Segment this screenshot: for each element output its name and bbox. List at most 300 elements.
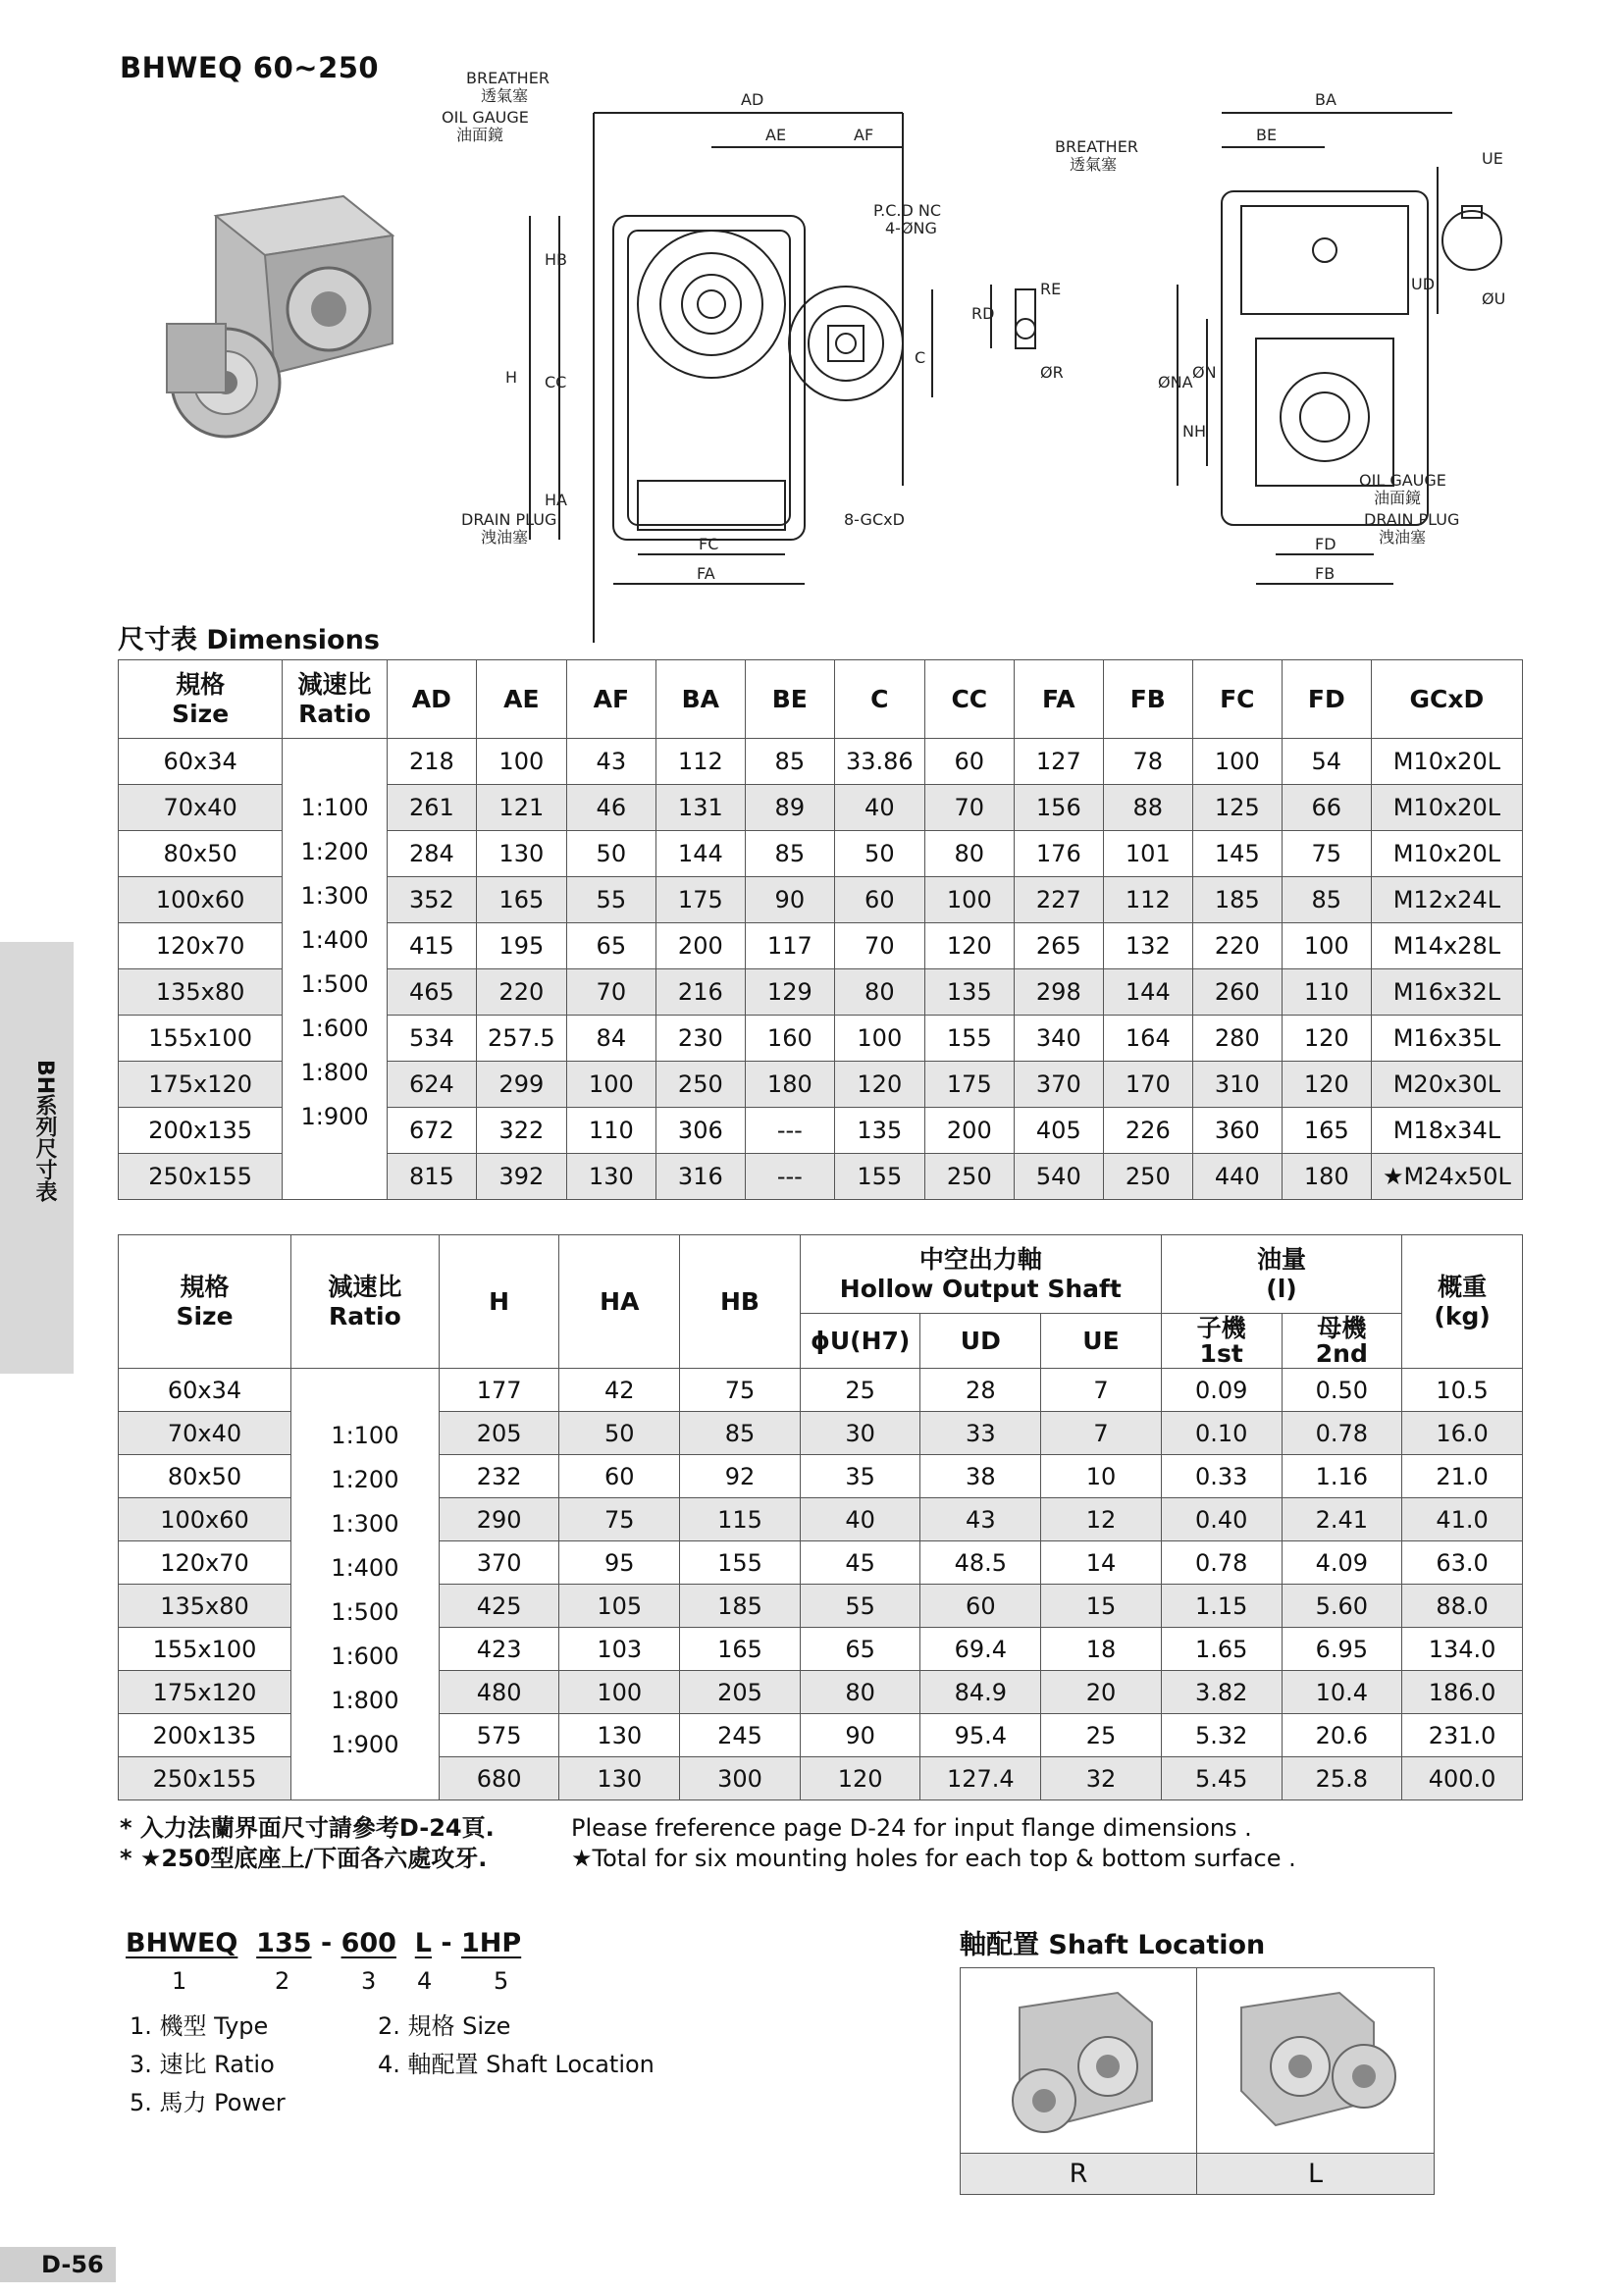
table-cell: 45 [800, 1541, 920, 1585]
table-cell: 5.60 [1282, 1585, 1402, 1628]
table-cell: 120x70 [119, 1541, 291, 1585]
t1-header-size: 規格 Size [119, 660, 283, 739]
breather-label-zh: 透氣塞 [481, 86, 529, 105]
table-row [119, 739, 1523, 785]
table-cell: 50 [834, 831, 924, 877]
table-cell: 120 [1282, 1016, 1371, 1062]
dim-ba: BA [1315, 90, 1336, 109]
table-cell: 20 [1041, 1671, 1162, 1714]
table-cell: 60 [924, 739, 1014, 785]
table-cell: 815 [387, 1154, 476, 1200]
table-cell: 226 [1103, 1108, 1192, 1154]
t2-u-header: ϕU(H7) [800, 1314, 920, 1369]
table-cell: 70x40 [119, 1412, 291, 1455]
table-cell: 40 [800, 1498, 920, 1541]
table-cell: 370 [1014, 1062, 1103, 1108]
table-cell: 195 [476, 923, 566, 969]
table-cell: 260 [1192, 969, 1282, 1016]
oil-gauge-label-side: OIL GAUGE [1359, 471, 1446, 490]
table-cell: 95 [559, 1541, 680, 1585]
shaft-r-image [961, 1968, 1196, 2153]
ng-label: 4-ØNG [885, 219, 937, 237]
dim-ue: UE [1482, 149, 1503, 168]
table-cell: 18 [1041, 1628, 1162, 1671]
table-cell: 257.5 [476, 1016, 566, 1062]
shaft-location-l [1197, 1968, 1434, 2194]
t2-ratio-header: 減速比 Ratio [290, 1235, 439, 1369]
table-cell: 127.4 [920, 1757, 1041, 1800]
table-cell: 38 [920, 1455, 1041, 1498]
dim-nh: NH [1182, 422, 1206, 441]
dimensions-table-2 [118, 1234, 1523, 1800]
table-cell: 165 [476, 877, 566, 923]
t1-header-cc: CC [924, 660, 1014, 739]
table-cell: 392 [476, 1154, 566, 1200]
table-cell: 155 [834, 1154, 924, 1200]
shaft-label-r: R [961, 2153, 1196, 2194]
table-cell: 121 [476, 785, 566, 831]
table-cell: 5.45 [1161, 1757, 1282, 1800]
table-cell: 205 [439, 1412, 559, 1455]
table-cell: 33.86 [834, 739, 924, 785]
table-cell: 25.8 [1282, 1757, 1402, 1800]
t2-2nd-header: 母機 2nd [1282, 1314, 1402, 1369]
table-cell: 100 [1282, 923, 1371, 969]
table-cell: 0.78 [1282, 1412, 1402, 1455]
table-cell: 299 [476, 1062, 566, 1108]
table-cell: 120 [924, 923, 1014, 969]
table-cell: 4.09 [1282, 1541, 1402, 1585]
table-cell: --- [745, 1108, 834, 1154]
t2-ue-header: UE [1041, 1314, 1162, 1369]
table-cell: 135 [924, 969, 1014, 1016]
page-number: D-56 [0, 2247, 116, 2282]
table-cell: 216 [655, 969, 745, 1016]
table-cell: 60x34 [119, 1369, 291, 1412]
table-cell: 134.0 [1402, 1628, 1523, 1671]
table-cell: 120 [800, 1757, 920, 1800]
table-cell: 575 [439, 1714, 559, 1757]
table-cell: 132 [1103, 923, 1192, 969]
dim-rd: RD [971, 304, 995, 323]
table-cell: 92 [680, 1455, 801, 1498]
table-cell: 306 [655, 1108, 745, 1154]
t1-header-c: C [834, 660, 924, 739]
table-cell: 250 [655, 1062, 745, 1108]
dim-be: BE [1256, 126, 1278, 144]
table-cell: 130 [559, 1714, 680, 1757]
table-cell: 130 [559, 1757, 680, 1800]
table-cell: 63.0 [1402, 1541, 1523, 1585]
table-cell: 69.4 [920, 1628, 1041, 1671]
table-cell: 112 [655, 739, 745, 785]
table-cell: 90 [800, 1714, 920, 1757]
table-cell: 10 [1041, 1455, 1162, 1498]
pcd-label: P.C.D NC [873, 201, 942, 220]
table-cell: 135x80 [119, 1585, 291, 1628]
table-cell: 129 [745, 969, 834, 1016]
table-cell: 0.40 [1161, 1498, 1282, 1541]
table-cell: 78 [1103, 739, 1192, 785]
dim-af: AF [854, 126, 874, 144]
table-cell: 250 [1103, 1154, 1192, 1200]
table-cell: 0.50 [1282, 1369, 1402, 1412]
table-cell: 290 [439, 1498, 559, 1541]
dim-h: H [505, 368, 518, 387]
table-cell: 80 [924, 831, 1014, 877]
shaft-location-box [960, 1967, 1435, 2195]
table-cell: 130 [566, 1154, 655, 1200]
table-cell: 25 [1041, 1714, 1162, 1757]
table-cell: 120 [1282, 1062, 1371, 1108]
t2-ha-header: HA [559, 1235, 680, 1369]
table-cell: 15 [1041, 1585, 1162, 1628]
table-cell: 42 [559, 1369, 680, 1412]
table-cell: 298 [1014, 969, 1103, 1016]
table-cell: 65 [566, 923, 655, 969]
table-cell: 131 [655, 785, 745, 831]
table-cell: 88.0 [1402, 1585, 1523, 1628]
table-cell: 370 [439, 1541, 559, 1585]
table-cell: M20x30L [1371, 1062, 1522, 1108]
table-cell: 32 [1041, 1757, 1162, 1800]
table-cell: 176 [1014, 831, 1103, 877]
table-cell: 186.0 [1402, 1671, 1523, 1714]
table-cell: 220 [1192, 923, 1282, 969]
dim-fa: FA [697, 564, 715, 583]
t2-ud-header: UD [920, 1314, 1041, 1369]
t1-header-ae: AE [476, 660, 566, 739]
table-cell: 0.09 [1161, 1369, 1282, 1412]
table-cell: 85 [745, 739, 834, 785]
drain-plug-label-side: DRAIN PLUG [1364, 510, 1460, 529]
table-cell: 46 [566, 785, 655, 831]
table-cell: 60 [834, 877, 924, 923]
t1-header-fa: FA [1014, 660, 1103, 739]
table-cell: M10x20L [1371, 785, 1522, 831]
table-cell: 75 [559, 1498, 680, 1541]
table-cell: 50 [566, 831, 655, 877]
table-cell: 120x70 [119, 923, 283, 969]
t1-header-fb: FB [1103, 660, 1192, 739]
table-cell: 1.16 [1282, 1455, 1402, 1498]
table-cell: 540 [1014, 1154, 1103, 1200]
table-cell: 145 [1192, 831, 1282, 877]
dim-na: ØNA [1158, 373, 1193, 391]
dimensions-title: 尺寸表 Dimensions [118, 625, 380, 655]
shaft-label-l: L [1197, 2153, 1434, 2194]
table-cell: 227 [1014, 877, 1103, 923]
t2-size-header: 規格 Size [119, 1235, 291, 1369]
table-cell: 1.65 [1161, 1628, 1282, 1671]
table-cell: 7 [1041, 1412, 1162, 1455]
t2-oil-header: 油量 (l) [1161, 1235, 1401, 1314]
dim-re: RE [1040, 280, 1062, 298]
dim-c: C [915, 348, 926, 367]
oil-gauge-label-zh: 油面鏡 [456, 126, 504, 144]
table-cell: 89 [745, 785, 834, 831]
table-cell: 35 [800, 1455, 920, 1498]
note-1: * 入力法蘭界面尺寸請參考D-24頁. Please freference page D-24 for input flange dimensions . [120, 1814, 1252, 1842]
table-cell: 70 [566, 969, 655, 1016]
table-cell: 180 [745, 1062, 834, 1108]
table-cell: 465 [387, 969, 476, 1016]
table-cell: 84.9 [920, 1671, 1041, 1714]
dim-ad: AD [741, 90, 764, 109]
table-cell: 41.0 [1402, 1498, 1523, 1541]
table-cell: 43 [920, 1498, 1041, 1541]
table-cell: 135x80 [119, 969, 283, 1016]
table-cell: 20.6 [1282, 1714, 1402, 1757]
table-cell: 66 [1282, 785, 1371, 831]
table-cell: 60x34 [119, 739, 283, 785]
table-cell: 28 [920, 1369, 1041, 1412]
table-cell: 155 [680, 1541, 801, 1585]
dim-ae: AE [765, 126, 787, 144]
table-cell: 30 [800, 1412, 920, 1455]
dim-ud: UD [1411, 275, 1436, 293]
table-cell: 680 [439, 1757, 559, 1800]
table-cell: 120 [834, 1062, 924, 1108]
table-cell: 60 [920, 1585, 1041, 1628]
table-cell: 144 [655, 831, 745, 877]
table-cell: 10.5 [1402, 1369, 1523, 1412]
table-cell: 250 [924, 1154, 1014, 1200]
breather-label-side: BREATHER [1055, 137, 1138, 156]
table-cell: 232 [439, 1455, 559, 1498]
table-cell: 405 [1014, 1108, 1103, 1154]
table-cell: 352 [387, 877, 476, 923]
table-cell: 220 [476, 969, 566, 1016]
table-cell: 130 [476, 831, 566, 877]
table-cell: 75 [680, 1369, 801, 1412]
table-cell: 415 [387, 923, 476, 969]
table-cell: --- [745, 1154, 834, 1200]
table-cell: 155x100 [119, 1016, 283, 1062]
table-cell: 400.0 [1402, 1757, 1523, 1800]
table-cell: 70x40 [119, 785, 283, 831]
table-cell: 100 [476, 739, 566, 785]
t2-weight-header: 概重 (kg) [1402, 1235, 1523, 1369]
table-cell: 534 [387, 1016, 476, 1062]
table-cell: 135 [834, 1108, 924, 1154]
side-tab-label: BH系列尺寸表 [32, 1060, 57, 1203]
table-cell: 250x155 [119, 1757, 291, 1800]
table-cell: 90 [745, 877, 834, 923]
table-cell: 245 [680, 1714, 801, 1757]
table-cell: 100 [924, 877, 1014, 923]
table-cell: M16x32L [1371, 969, 1522, 1016]
table-cell: 0.33 [1161, 1455, 1282, 1498]
table-cell: 112 [1103, 877, 1192, 923]
table-cell: 175x120 [119, 1671, 291, 1714]
t2-h-header: H [439, 1235, 559, 1369]
table-cell: 75 [1282, 831, 1371, 877]
dim-fd: FD [1315, 535, 1336, 553]
table-cell: 185 [1192, 877, 1282, 923]
t1-header-ratio: 減速比 Ratio [283, 660, 388, 739]
table-cell: 280 [1192, 1016, 1282, 1062]
table-cell: 155x100 [119, 1628, 291, 1671]
table-cell: 110 [1282, 969, 1371, 1016]
table-cell: ★M24x50L [1371, 1154, 1522, 1200]
note-2: * ★250型底座上/下面各六處攻牙. ★Total for six mounting holes for each top & bottom surface . [120, 1845, 1296, 1872]
table-cell: 21.0 [1402, 1455, 1523, 1498]
table-cell: 6.95 [1282, 1628, 1402, 1671]
table-cell: 200 [924, 1108, 1014, 1154]
table-cell: 360 [1192, 1108, 1282, 1154]
table-cell: 177 [439, 1369, 559, 1412]
table-cell: M16x35L [1371, 1016, 1522, 1062]
table-cell: 322 [476, 1108, 566, 1154]
table-cell: 156 [1014, 785, 1103, 831]
shaft-location-r [961, 1968, 1197, 2194]
table-cell: 70 [924, 785, 1014, 831]
table-cell: 100x60 [119, 877, 283, 923]
legend-power: 5. 馬力 Power [130, 2089, 286, 2116]
ratio-cell: 1:100 1:200 1:300 1:400 1:500 1:600 1:800 1:900 [290, 1369, 439, 1800]
table-cell: 85 [745, 831, 834, 877]
breather-label-side-zh: 透氣塞 [1070, 155, 1118, 174]
table-cell: 5.32 [1161, 1714, 1282, 1757]
table-cell: 40 [834, 785, 924, 831]
table-cell: 103 [559, 1628, 680, 1671]
table-cell: 33 [920, 1412, 1041, 1455]
table-cell: 16.0 [1402, 1412, 1523, 1455]
model-code: BHWEQ 135 - 600 L - 1HP [126, 1928, 522, 1958]
dim-fc: FC [699, 535, 719, 553]
footnotes [120, 1813, 1296, 1874]
table-cell: 10.4 [1282, 1671, 1402, 1714]
drain-plug-label: DRAIN PLUG [461, 510, 557, 529]
shaft-l-image [1197, 1968, 1433, 2153]
table-cell: 200x135 [119, 1108, 283, 1154]
t1-header-fc: FC [1192, 660, 1282, 739]
table-cell: 54 [1282, 739, 1371, 785]
t1-header-gcxd: GCxD [1371, 660, 1522, 739]
table-cell: 200x135 [119, 1714, 291, 1757]
table-cell: 480 [439, 1671, 559, 1714]
table-cell: 230 [655, 1016, 745, 1062]
table-cell: 65 [800, 1628, 920, 1671]
table-cell: 50 [559, 1412, 680, 1455]
table-cell: 0.10 [1161, 1412, 1282, 1455]
table-cell: 88 [1103, 785, 1192, 831]
dim-ha: HA [545, 491, 567, 509]
t1-header-ba: BA [655, 660, 745, 739]
table-cell: 105 [559, 1585, 680, 1628]
t1-header-af: AF [566, 660, 655, 739]
table-cell: 117 [745, 923, 834, 969]
dim-n: ØN [1192, 363, 1217, 382]
dim-fb: FB [1315, 564, 1336, 583]
table-cell: 70 [834, 923, 924, 969]
table-cell: 48.5 [920, 1541, 1041, 1585]
table-cell: 316 [655, 1154, 745, 1200]
table-cell: 3.82 [1161, 1671, 1282, 1714]
table-cell: 155 [924, 1016, 1014, 1062]
table-cell: 300 [680, 1757, 801, 1800]
table-cell: 100 [1192, 739, 1282, 785]
table-cell: 170 [1103, 1062, 1192, 1108]
table-cell: 60 [559, 1455, 680, 1498]
table-cell: 127 [1014, 739, 1103, 785]
table-cell: 425 [439, 1585, 559, 1628]
table-cell: 165 [680, 1628, 801, 1671]
table-cell: 55 [800, 1585, 920, 1628]
table-cell: M10x20L [1371, 739, 1522, 785]
table-cell: 12 [1041, 1498, 1162, 1541]
table-cell: 80x50 [119, 1455, 291, 1498]
table-cell: 231.0 [1402, 1714, 1523, 1757]
table-cell: 7 [1041, 1369, 1162, 1412]
table-cell: 440 [1192, 1154, 1282, 1200]
table-cell: 80 [834, 969, 924, 1016]
table-row [119, 1369, 1523, 1412]
drain-plug-label-side-zh: 洩油塞 [1379, 528, 1427, 547]
table-cell: 310 [1192, 1062, 1282, 1108]
table-cell: 205 [680, 1671, 801, 1714]
dim-r: ØR [1040, 363, 1064, 382]
table-cell: M12x24L [1371, 877, 1522, 923]
dimensions-table-1 [118, 659, 1523, 1200]
table-cell: 160 [745, 1016, 834, 1062]
table-cell: 14 [1041, 1541, 1162, 1585]
table-cell: 175x120 [119, 1062, 283, 1108]
gcxd-label: 8-GCxD [844, 510, 905, 529]
t1-header-ad: AD [387, 660, 476, 739]
table-cell: 110 [566, 1108, 655, 1154]
dim-u: ØU [1482, 289, 1506, 308]
table-cell: 284 [387, 831, 476, 877]
table-cell: 55 [566, 877, 655, 923]
table-cell: 265 [1014, 923, 1103, 969]
shaft-location-title: 軸配置 Shaft Location [960, 1930, 1266, 1960]
table-cell: 1.15 [1161, 1585, 1282, 1628]
legend-type: 1. 機型 Type [130, 2012, 269, 2040]
table-cell: 85 [680, 1412, 801, 1455]
table-cell: 218 [387, 739, 476, 785]
table-cell: 95.4 [920, 1714, 1041, 1757]
table-cell: 85 [1282, 877, 1371, 923]
oil-gauge-label-side-zh: 油面鏡 [1374, 489, 1422, 507]
t1-header-be: BE [745, 660, 834, 739]
table-cell: 200 [655, 923, 745, 969]
drain-plug-label-zh: 洩油塞 [481, 528, 529, 547]
table-cell: 180 [1282, 1154, 1371, 1200]
table-cell: 101 [1103, 831, 1192, 877]
table-cell: 125 [1192, 785, 1282, 831]
legend-size: 2. 規格 Size [378, 2012, 511, 2040]
table-cell: 84 [566, 1016, 655, 1062]
table-cell: M10x20L [1371, 831, 1522, 877]
table-cell: 340 [1014, 1016, 1103, 1062]
t1-header-fd: FD [1282, 660, 1371, 739]
table-cell: 165 [1282, 1108, 1371, 1154]
technical-drawing [442, 69, 1541, 583]
table-cell: 0.78 [1161, 1541, 1282, 1585]
t2-hollow-header: 中空出力軸 Hollow Output Shaft [800, 1235, 1161, 1314]
page-title: BHWEQ 60~250 [120, 51, 380, 84]
dim-cc: CC [545, 373, 567, 391]
table-cell: 175 [655, 877, 745, 923]
table-cell: 100 [566, 1062, 655, 1108]
table-cell: 43 [566, 739, 655, 785]
table-cell: 2.41 [1282, 1498, 1402, 1541]
ratio-cell: 1:100 1:200 1:300 1:400 1:500 1:600 1:800 1:900 [283, 739, 388, 1200]
table-cell: 100 [559, 1671, 680, 1714]
table-cell: 100 [834, 1016, 924, 1062]
